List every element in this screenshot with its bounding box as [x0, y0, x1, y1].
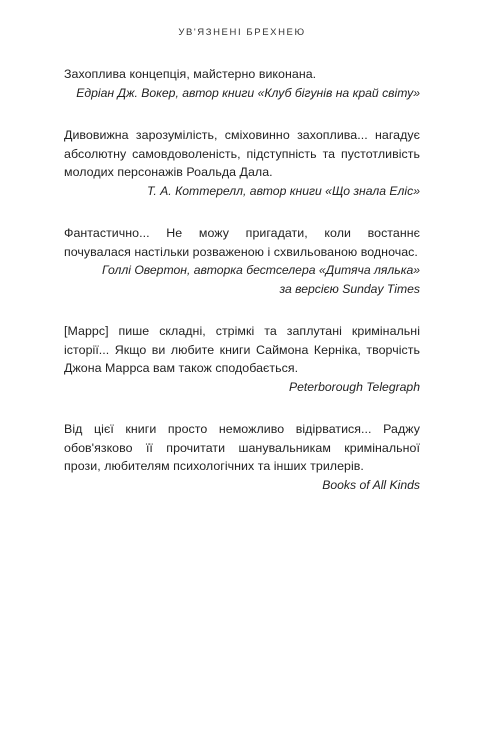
attribution-line: Голлі Овертон, авторка бестселера «Дитяча лялька»: [102, 263, 420, 277]
running-head-title: УВ'ЯЗНЕНІ БРЕХНЕЮ: [178, 27, 306, 38]
blurb-attribution: [64, 182, 420, 201]
blurb-2: [64, 126, 420, 200]
blurb-5: [64, 420, 420, 494]
blurb-quote: Захоплива концепція, майстерно виконана.: [64, 67, 317, 81]
attribution-line: Peterborough Telegraph: [288, 379, 420, 394]
attribution-line: за версією Sunday Times: [279, 281, 420, 296]
blurb-quote: Дивовижна зарозумілість, сміховинно захоплива... нагадує абсолютну самовдоволеність, підступність та пустотливість молодих персонажів Роальда Дала.: [64, 128, 420, 179]
blurb-attribution: [64, 84, 420, 103]
blurb-attribution: [64, 261, 420, 298]
blurb-attribution: [64, 378, 420, 397]
attribution-line: Т. А. Коттерелл, автор книги «Що знала Еліс»: [147, 183, 420, 198]
blurb-quote: Фантастично... Не можу пригадати, коли востаннє почувалася настільки розваженою і схвильованою водночас.: [64, 226, 420, 259]
blurb-quote: [Маррс] пише складні, стрімкі та заплутані кримінальні історії... Якщо ви любите книги Саймона Керніка, творчість Джона Маррса вам також сподобається.: [64, 324, 420, 375]
attribution-line: Едріан Дж. Вокер, автор книги «Клуб бігунів на край світу»: [76, 85, 420, 100]
blurb-3: [64, 224, 420, 298]
blurb-attribution: [64, 476, 420, 495]
praise-section: [64, 65, 420, 518]
blurb-1: [64, 65, 420, 102]
blurb-4: [64, 322, 420, 396]
blurb-quote: Від цієї книги просто неможливо відірватися... Раджу обов'язково її прочитати шанувальникам кримінальної прози, любителям психологічних та інших трилерів.: [64, 422, 420, 473]
attribution-line: Books of All Kinds: [322, 477, 420, 492]
